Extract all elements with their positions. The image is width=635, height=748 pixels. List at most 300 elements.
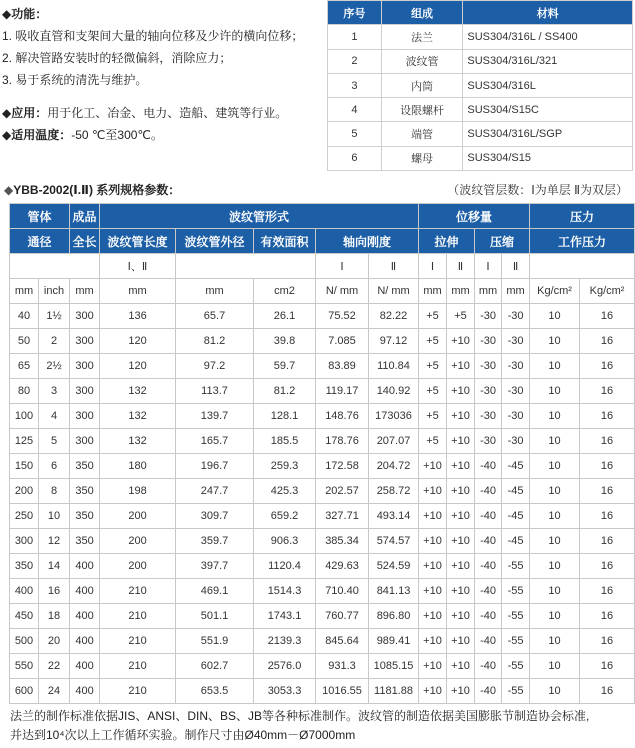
materials-cell: 内筒	[381, 73, 463, 97]
spec-cell: -40	[475, 679, 502, 704]
spec-cell: 450	[10, 604, 39, 629]
spec-cell: 12	[39, 529, 70, 554]
spec-cell: -40	[475, 654, 502, 679]
spec-cell: -45	[502, 529, 530, 554]
spec-cell: 10	[530, 679, 580, 704]
materials-cell: 2	[328, 49, 382, 73]
spec-cell: 10	[39, 504, 70, 529]
spec-cell: -30	[502, 304, 530, 329]
materials-cell: SUS304/316L/321	[463, 49, 633, 73]
spec-cell: -45	[502, 454, 530, 479]
feature-item: 2. 解决管路安装时的轻微偏斜，消除应力；	[2, 51, 232, 65]
spec-cell: 65	[10, 354, 39, 379]
spec-cell: 16	[580, 329, 635, 354]
spec-cell: 10	[530, 304, 580, 329]
spec-cell: 200	[100, 529, 176, 554]
header-displacement: 位移量	[419, 204, 530, 229]
spec-cell: 97.2	[176, 354, 254, 379]
spec-cell: 10	[530, 604, 580, 629]
header-extension: 拉伸	[419, 229, 475, 254]
spec-cell: -55	[502, 604, 530, 629]
spec-cell: -30	[502, 404, 530, 429]
spec-cell: +10	[419, 554, 447, 579]
spec-cell: -40	[475, 504, 502, 529]
spec-row	[10, 479, 635, 504]
spec-cell: 659.2	[254, 504, 316, 529]
application-line: ◆应用：用于化工、冶金、电力、造船、建筑等行业。	[2, 106, 288, 120]
spec-cell: 841.13	[369, 579, 419, 604]
spec-cell: 16	[580, 579, 635, 604]
spec-note: （波纹管层数：Ⅰ为单层 Ⅱ为双层）	[447, 183, 628, 197]
spec-cell: 350	[70, 454, 100, 479]
spec-cell: 16	[580, 679, 635, 704]
unit-cell: mm	[70, 279, 100, 304]
spec-cell: 1181.88	[369, 679, 419, 704]
spec-cell: 6	[39, 454, 70, 479]
spec-cell: 551.9	[176, 629, 254, 654]
spec-title: ◆YBB-2002(Ⅰ.Ⅱ) 系列规格参数：	[4, 183, 181, 197]
header-layer-ii: Ⅱ	[369, 254, 419, 279]
spec-row	[10, 329, 635, 354]
col-header-component: 组成	[381, 1, 463, 25]
unit-cell: mm	[475, 279, 502, 304]
spec-cell: +10	[447, 679, 475, 704]
spec-cell: 359.7	[176, 529, 254, 554]
spec-cell: 10	[530, 429, 580, 454]
spec-cell: +5	[419, 304, 447, 329]
spec-cell: 128.1	[254, 404, 316, 429]
spec-cell: 3053.3	[254, 679, 316, 704]
unit-cell: mm	[176, 279, 254, 304]
spec-cell: 2½	[39, 354, 70, 379]
spec-cell: +10	[447, 654, 475, 679]
features-section	[2, 3, 322, 146]
feature-item: 1. 吸收直管和支架间大量的轴向位移及少许的横向位移；	[2, 29, 304, 43]
spec-cell: 83.89	[316, 354, 369, 379]
spec-cell: 136	[100, 304, 176, 329]
spec-cell: -30	[502, 354, 530, 379]
spec-cell: 250	[10, 504, 39, 529]
spec-cell: 120	[100, 329, 176, 354]
spec-cell: 39.8	[254, 329, 316, 354]
header-layer-i: Ⅰ	[475, 254, 502, 279]
spec-cell: 10	[530, 579, 580, 604]
spec-cell: 82.22	[369, 304, 419, 329]
materials-cell: SUS304/S15	[463, 146, 633, 170]
spec-cell: 2	[39, 329, 70, 354]
header-layer-i: Ⅰ	[316, 254, 369, 279]
spec-cell: +10	[447, 629, 475, 654]
spec-cell: 210	[100, 654, 176, 679]
spec-cell: 574.57	[369, 529, 419, 554]
spec-cell: 429.63	[316, 554, 369, 579]
materials-cell: SUS304/S15C	[463, 98, 633, 122]
spec-cell: 300	[70, 329, 100, 354]
materials-cell: 设限螺杆	[381, 98, 463, 122]
spec-cell: 210	[100, 579, 176, 604]
spec-cell: -40	[475, 579, 502, 604]
spec-cell: 198	[100, 479, 176, 504]
spec-cell: 931.3	[316, 654, 369, 679]
spec-cell: 18	[39, 604, 70, 629]
spec-cell: +10	[447, 429, 475, 454]
spec-cell: 16	[580, 554, 635, 579]
materials-cell: 6	[328, 146, 382, 170]
spec-cell: 550	[10, 654, 39, 679]
spec-cell: -40	[475, 529, 502, 554]
spec-cell: +10	[419, 679, 447, 704]
unit-cell: N/ mm	[369, 279, 419, 304]
spec-cell: 300	[70, 354, 100, 379]
features-title: ◆功能：	[2, 7, 48, 21]
spec-cell: 16	[580, 504, 635, 529]
spec-title-bar	[4, 181, 632, 197]
materials-header-row	[328, 1, 633, 25]
unit-cell: mm	[502, 279, 530, 304]
spec-cell: +10	[419, 479, 447, 504]
spec-cell: 397.7	[176, 554, 254, 579]
spec-cell: 653.5	[176, 679, 254, 704]
spec-cell: +10	[447, 604, 475, 629]
spec-cell: 185.5	[254, 429, 316, 454]
spec-cell: 119.17	[316, 379, 369, 404]
spec-cell: -55	[502, 554, 530, 579]
spec-cell: -55	[502, 579, 530, 604]
spec-cell: 16	[580, 629, 635, 654]
spec-row	[10, 304, 635, 329]
header-layer-i: Ⅰ	[419, 254, 447, 279]
materials-cell: 端管	[381, 122, 463, 146]
spec-cell: 173036	[369, 404, 419, 429]
spec-cell: +10	[447, 354, 475, 379]
spec-cell: 10	[530, 379, 580, 404]
spec-cell: 16	[580, 379, 635, 404]
spec-cell: +10	[419, 579, 447, 604]
spec-cell: -45	[502, 479, 530, 504]
diamond-bullet-icon: ◆	[2, 128, 12, 142]
materials-cell: 螺母	[381, 146, 463, 170]
spec-cell: 4	[39, 404, 70, 429]
spec-cell: 40	[10, 304, 39, 329]
spec-cell: 1016.55	[316, 679, 369, 704]
spec-cell: 139.7	[176, 404, 254, 429]
spec-cell: 500	[10, 629, 39, 654]
spec-cell: 196.7	[176, 454, 254, 479]
spec-cell: 148.76	[316, 404, 369, 429]
spec-cell: -40	[475, 554, 502, 579]
header-overall-length: 全长	[70, 229, 100, 254]
spec-cell: 200	[10, 479, 39, 504]
header-bellows-od: 波纹管外径	[176, 229, 254, 254]
materials-cell: 5	[328, 122, 382, 146]
header-working-pressure: 工作压力	[530, 229, 635, 254]
spec-cell: +10	[419, 629, 447, 654]
spec-header-row-3	[10, 254, 635, 279]
spec-cell: +10	[447, 404, 475, 429]
spec-cell: 207.07	[369, 429, 419, 454]
spec-cell: -30	[475, 379, 502, 404]
spec-cell: 14	[39, 554, 70, 579]
materials-row	[328, 25, 633, 49]
spec-cell: 896.80	[369, 604, 419, 629]
spec-table	[9, 203, 635, 704]
col-header-material: 材料	[463, 1, 633, 25]
materials-row	[328, 98, 633, 122]
spec-cell: 385.34	[316, 529, 369, 554]
spec-cell: 100	[10, 404, 39, 429]
spec-cell: 10	[530, 629, 580, 654]
spec-cell: -55	[502, 654, 530, 679]
header-nominal-diameter: 通径	[10, 229, 70, 254]
unit-cell: N/ mm	[316, 279, 369, 304]
spec-cell: 178.76	[316, 429, 369, 454]
spec-cell: 16	[39, 579, 70, 604]
diamond-bullet-icon: ◆	[4, 183, 14, 197]
spec-cell: 16	[580, 429, 635, 454]
header-axial-stiffness: 轴向刚度	[316, 229, 419, 254]
spec-cell: 81.2	[176, 329, 254, 354]
spec-row	[10, 579, 635, 604]
spec-cell: 10	[530, 454, 580, 479]
diamond-bullet-icon: ◆	[2, 106, 12, 120]
spec-cell: 2139.3	[254, 629, 316, 654]
spec-cell: +10	[447, 379, 475, 404]
col-header-index: 序号	[328, 1, 382, 25]
spec-cell: 16	[580, 654, 635, 679]
spec-cell: 10	[530, 329, 580, 354]
footer-notes	[10, 707, 630, 745]
spec-cell: 469.1	[176, 579, 254, 604]
spec-cell: 16	[580, 529, 635, 554]
spec-row	[10, 604, 635, 629]
spec-cell: -40	[475, 629, 502, 654]
spec-cell: 16	[580, 454, 635, 479]
spec-row	[10, 354, 635, 379]
spec-cell: 59.7	[254, 354, 316, 379]
spec-cell: 132	[100, 404, 176, 429]
header-pipe-body: 管体	[10, 204, 70, 229]
spec-cell: 10	[530, 504, 580, 529]
spec-cell: 110.84	[369, 354, 419, 379]
header-effective-area: 有效面积	[254, 229, 316, 254]
unit-cell: Kg/cm²	[580, 279, 635, 304]
spec-cell: 845.64	[316, 629, 369, 654]
unit-cell: mm	[10, 279, 39, 304]
materials-table	[327, 0, 633, 171]
spec-cell: 132	[100, 429, 176, 454]
spec-cell: 132	[100, 379, 176, 404]
spec-cell: 3	[39, 379, 70, 404]
materials-row	[328, 73, 633, 97]
spec-cell: 300	[70, 304, 100, 329]
spec-cell: 400	[70, 604, 100, 629]
spec-cell: 200	[100, 554, 176, 579]
unit-cell: inch	[39, 279, 70, 304]
spec-cell: +10	[447, 504, 475, 529]
header-layers: Ⅰ、Ⅱ	[100, 254, 176, 279]
spec-cell: 16	[580, 604, 635, 629]
spec-cell: 501.1	[176, 604, 254, 629]
spec-cell: +10	[419, 529, 447, 554]
spec-cell: +10	[447, 454, 475, 479]
spec-cell: 2576.0	[254, 654, 316, 679]
header-bellows-length: 波纹管长度	[100, 229, 176, 254]
spec-cell: 150	[10, 454, 39, 479]
diamond-bullet-icon: ◆	[2, 7, 12, 21]
spec-row	[10, 429, 635, 454]
spec-cell: 10	[530, 479, 580, 504]
temperature-line: ◆适用温度：-50 ℃至300℃。	[2, 128, 163, 142]
spec-cell: 165.7	[176, 429, 254, 454]
spec-cell: 10	[530, 654, 580, 679]
spec-cell: 524.59	[369, 554, 419, 579]
spec-cell: +10	[419, 454, 447, 479]
spec-cell: 247.7	[176, 479, 254, 504]
materials-cell: SUS304/316L/SGP	[463, 122, 633, 146]
spec-cell: +10	[419, 654, 447, 679]
materials-cell: 波纹管	[381, 49, 463, 73]
unit-cell: mm	[419, 279, 447, 304]
spec-row	[10, 529, 635, 554]
spec-cell: +10	[447, 479, 475, 504]
spec-cell: 97.12	[369, 329, 419, 354]
header-bellows-type: 波纹管形式	[100, 204, 419, 229]
spec-cell: -55	[502, 679, 530, 704]
spec-cell: 989.41	[369, 629, 419, 654]
spec-cell: 24	[39, 679, 70, 704]
spec-row	[10, 654, 635, 679]
header-product: 成品	[70, 204, 100, 229]
spec-cell: 400	[70, 554, 100, 579]
spec-cell: +5	[419, 429, 447, 454]
spec-cell: 350	[10, 554, 39, 579]
spec-cell: -30	[502, 329, 530, 354]
spec-cell: 350	[70, 479, 100, 504]
spec-cell: 202.57	[316, 479, 369, 504]
spec-cell: 20	[39, 629, 70, 654]
spec-cell: 200	[100, 504, 176, 529]
spec-cell: +5	[419, 354, 447, 379]
spec-cell: -45	[502, 504, 530, 529]
feature-item: 3. 易于系统的清洗与维护。	[2, 73, 148, 87]
spec-cell: 75.52	[316, 304, 369, 329]
spec-row	[10, 404, 635, 429]
spec-cell: 425.3	[254, 479, 316, 504]
spec-cell: 125	[10, 429, 39, 454]
spec-cell: 300	[70, 379, 100, 404]
spec-cell: 180	[100, 454, 176, 479]
spec-cell: -30	[475, 354, 502, 379]
spec-cell: 172.58	[316, 454, 369, 479]
spec-cell: 400	[70, 679, 100, 704]
spec-cell: 16	[580, 479, 635, 504]
spec-units-row	[10, 279, 635, 304]
spec-cell: 327.71	[316, 504, 369, 529]
spec-cell: 120	[100, 354, 176, 379]
spec-cell: +5	[419, 329, 447, 354]
spec-cell: 22	[39, 654, 70, 679]
spec-row	[10, 554, 635, 579]
spec-cell: 300	[70, 404, 100, 429]
spec-cell: +5	[419, 404, 447, 429]
spec-cell: 210	[100, 629, 176, 654]
spec-cell: 300	[10, 529, 39, 554]
materials-cell: SUS304/316L / SS400	[463, 25, 633, 49]
unit-cell: mm	[100, 279, 176, 304]
spec-row	[10, 679, 635, 704]
spec-cell: 5	[39, 429, 70, 454]
spec-row	[10, 504, 635, 529]
materials-cell: 4	[328, 98, 382, 122]
header-layer-ii: Ⅱ	[502, 254, 530, 279]
spec-cell: 16	[580, 354, 635, 379]
spec-cell: 210	[100, 679, 176, 704]
materials-cell: 法兰	[381, 25, 463, 49]
spec-cell: 300	[70, 429, 100, 454]
spec-cell: 26.1	[254, 304, 316, 329]
spec-cell: 10	[530, 354, 580, 379]
spec-cell: -40	[475, 604, 502, 629]
spec-cell: 309.7	[176, 504, 254, 529]
spec-cell: 113.7	[176, 379, 254, 404]
header-layer-ii: Ⅱ	[447, 254, 475, 279]
spec-cell: 906.3	[254, 529, 316, 554]
spec-cell: 400	[70, 629, 100, 654]
spec-cell: 65.7	[176, 304, 254, 329]
spec-cell: -40	[475, 454, 502, 479]
materials-cell: 1	[328, 25, 382, 49]
spec-cell: -55	[502, 629, 530, 654]
spec-cell: -30	[475, 304, 502, 329]
spec-cell: -40	[475, 479, 502, 504]
spec-cell: +10	[447, 329, 475, 354]
spec-cell: 210	[100, 604, 176, 629]
unit-cell: cm2	[254, 279, 316, 304]
spec-cell: 8	[39, 479, 70, 504]
unit-cell: mm	[447, 279, 475, 304]
spec-cell: +10	[419, 504, 447, 529]
spec-row	[10, 379, 635, 404]
spec-cell: 602.7	[176, 654, 254, 679]
spec-cell: +5	[419, 379, 447, 404]
spec-cell: -30	[502, 379, 530, 404]
header-pressure: 压力	[530, 204, 635, 229]
spec-cell: 50	[10, 329, 39, 354]
materials-row	[328, 122, 633, 146]
spec-cell: 1085.15	[369, 654, 419, 679]
spec-cell: 350	[70, 529, 100, 554]
spec-cell: 7.085	[316, 329, 369, 354]
spec-cell: +5	[447, 304, 475, 329]
spec-cell: 16	[580, 404, 635, 429]
spec-cell: -30	[475, 429, 502, 454]
spec-header-row-2	[10, 229, 635, 254]
unit-cell: Kg/cm²	[530, 279, 580, 304]
spec-cell: 600	[10, 679, 39, 704]
spec-cell: 493.14	[369, 504, 419, 529]
spec-cell: 400	[10, 579, 39, 604]
spec-cell: 10	[530, 529, 580, 554]
spec-cell: 760.77	[316, 604, 369, 629]
spec-cell: 140.92	[369, 379, 419, 404]
spec-cell: +10	[419, 604, 447, 629]
spec-cell: 10	[530, 554, 580, 579]
spec-cell: 259.3	[254, 454, 316, 479]
spec-cell: -30	[475, 329, 502, 354]
footer-line: 并达到10⁴次以上工作循环实验。制作尺寸由Ø40mm－Ø7000mm	[10, 728, 356, 742]
spec-cell: +10	[447, 579, 475, 604]
spec-cell: 1743.1	[254, 604, 316, 629]
